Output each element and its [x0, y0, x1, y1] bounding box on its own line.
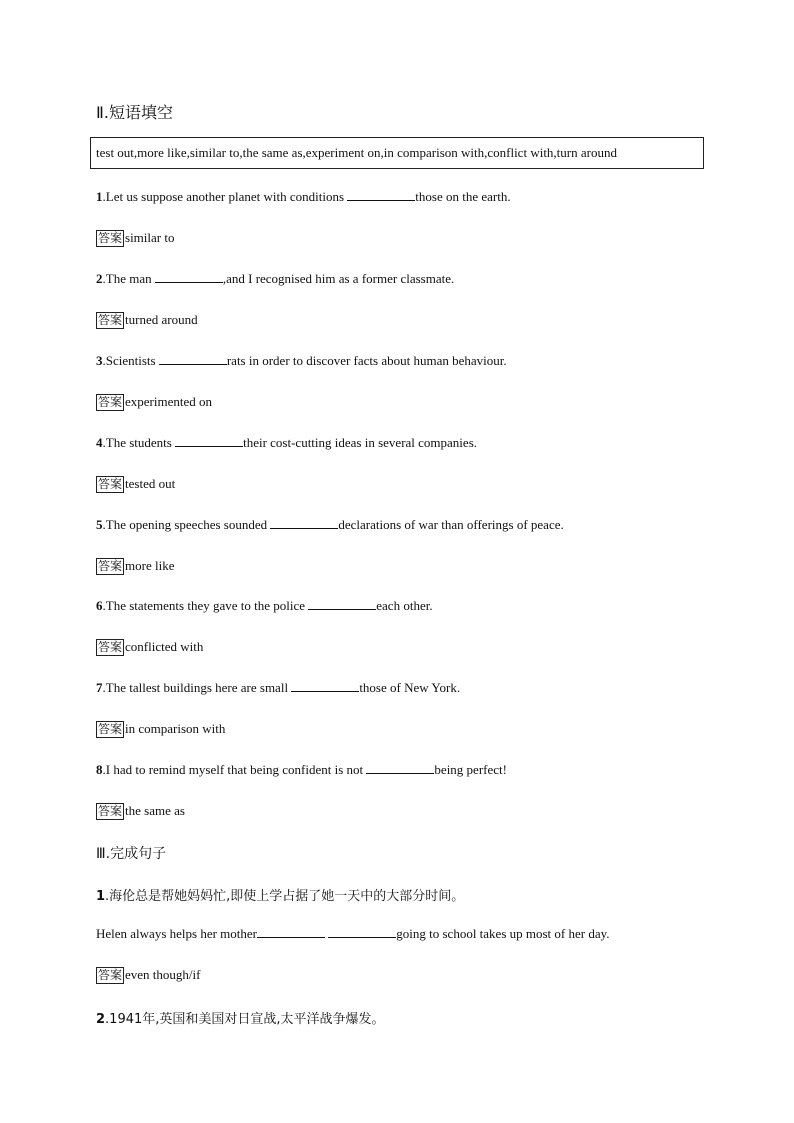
answer-7	[96, 720, 225, 738]
answer-6	[96, 638, 203, 656]
english-text-before: Helen always helps her mother	[96, 926, 258, 941]
answer-text: more like	[125, 558, 175, 574]
answer-text: in comparison with	[125, 721, 226, 737]
question-2	[96, 271, 454, 287]
question-number: 1	[96, 189, 103, 204]
answer-tag: 答案	[98, 230, 123, 245]
answer-text: conflicted with	[125, 639, 204, 655]
answer-blank	[366, 763, 434, 774]
answer-text: turned around	[125, 312, 198, 328]
sentence-1-english	[96, 926, 610, 942]
answer-blank	[347, 190, 415, 201]
answer-tag: 答案	[98, 312, 123, 327]
phrase-bank-box: test out,more like,similar to,the same as,experiment on,in comparison with,conflict with,turn around	[90, 137, 704, 169]
answer-tag: 答案	[98, 967, 123, 982]
question-6	[96, 598, 433, 614]
question-text-before: .The students	[102, 435, 176, 450]
question-text-after: declarations of war than offerings of peace.	[338, 517, 564, 532]
question-text-after: rats in order to discover facts about human behaviour.	[226, 353, 507, 368]
question-text-after: being perfect!	[434, 762, 507, 777]
answer-blank	[270, 518, 338, 529]
answer-3	[96, 393, 212, 411]
chinese-sentence: .1941年,英国和美国对日宣战,太平洋战争爆发。	[105, 1012, 385, 1027]
answer-tag: 答案	[98, 803, 123, 818]
answer-blank	[257, 927, 325, 938]
question-number: 5	[96, 517, 103, 532]
chinese-sentence: .海伦总是帮她妈妈忙,即使上学占据了她一天中的大部分时间。	[105, 889, 465, 904]
question-number: 1	[96, 889, 106, 904]
answer-tag: 答案	[98, 394, 123, 409]
answer-blank	[159, 354, 227, 365]
question-text-before: .The tallest buildings here are small	[102, 680, 292, 695]
question-number: 6	[96, 598, 103, 613]
question-8	[96, 762, 507, 778]
question-text-after: each other.	[376, 598, 433, 613]
sentence-1-chinese	[96, 885, 464, 904]
question-text-before: .Let us suppose another planet with conditions	[102, 189, 348, 204]
answer-text: the same as	[125, 803, 185, 819]
answer-tag: 答案	[98, 639, 123, 654]
question-text-before: .The man	[102, 271, 155, 286]
question-text-after: those of New York.	[359, 680, 461, 695]
question-number: 2	[96, 271, 103, 286]
answer-blank	[328, 927, 396, 938]
answer-8	[96, 802, 185, 820]
question-text-before: .Scientists	[102, 353, 159, 368]
question-number: 8	[96, 762, 103, 777]
answer-text: tested out	[125, 476, 176, 492]
question-number: 7	[96, 680, 103, 695]
answer-blank	[291, 681, 359, 692]
question-number: 4	[96, 435, 103, 450]
answer-text: even though/if	[125, 967, 201, 983]
question-text-before: .The statements they gave to the police	[102, 598, 309, 613]
question-text-before: .I had to remind myself that being confident is not	[102, 762, 367, 777]
question-4	[96, 435, 477, 451]
question-number: 2	[96, 1012, 106, 1027]
question-1	[96, 189, 511, 205]
sentence-answer-1	[96, 966, 200, 984]
answer-blank	[308, 599, 376, 610]
question-text-after: their cost-cutting ideas in several companies.	[243, 435, 478, 450]
answer-tag: 答案	[98, 476, 123, 491]
answer-1	[96, 229, 174, 247]
answer-5	[96, 557, 174, 575]
answer-tag: 答案	[98, 721, 123, 736]
answer-2	[96, 311, 198, 329]
sentence-2-chinese	[96, 1008, 385, 1027]
answer-text: similar to	[125, 230, 175, 246]
answer-blank	[175, 436, 243, 447]
english-text-after: going to school takes up most of her day.	[396, 926, 610, 941]
question-text-after: those on the earth.	[415, 189, 511, 204]
question-number: 3	[96, 353, 103, 368]
answer-tag: 答案	[98, 558, 123, 573]
answer-4	[96, 475, 175, 493]
answer-blank	[155, 272, 223, 283]
answer-text: experimented on	[125, 394, 213, 410]
section-title-complete-sentences: Ⅲ.完成句子	[96, 846, 167, 862]
question-7	[96, 680, 460, 696]
question-3	[96, 353, 507, 369]
question-text-after: ,and I recognised him as a former classmate.	[222, 271, 455, 286]
section-title-phrase-fill: Ⅱ.短语填空	[96, 103, 173, 122]
question-5	[96, 517, 564, 533]
question-text-before: .The opening speeches sounded	[102, 517, 271, 532]
